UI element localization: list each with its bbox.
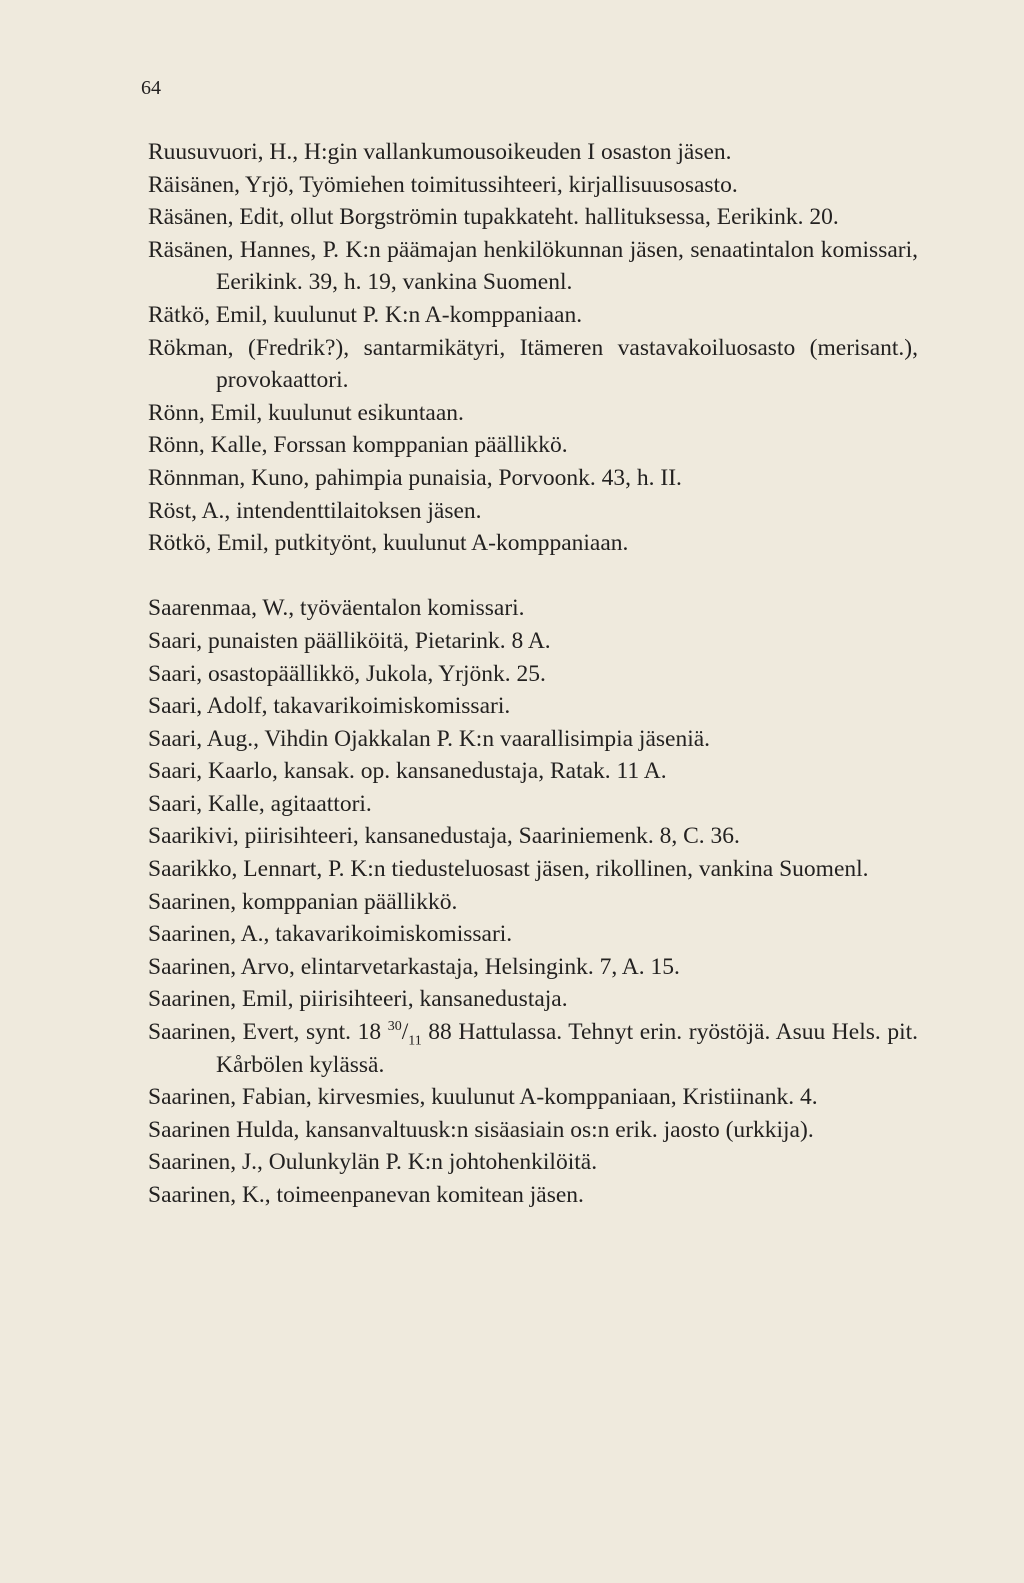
fraction-numerator: 30 — [387, 1019, 402, 1035]
index-entry: Saarinen Hulda, kansanvaltuusk:n sisäasiain os:n erik. jaosto (urkkija). — [148, 1116, 814, 1143]
index-entry: Rönnman, Kuno, pahimpia punaisia, Porvoonk. 43, h. II. — [148, 464, 682, 491]
index-entry: Saari, osastopäällikkö, Jukola, Yrjönk. 25. — [148, 660, 546, 687]
index-entry: Saarinen, K., toimeenpanevan komitean jäsen. — [148, 1182, 584, 1208]
index-entry: Räsänen, Hannes, P. K:n päämajan henkilökunnan jäsen, senaatintalon komissari, Eerikink. 39, h. 19, vankina Suomenl. — [148, 236, 918, 296]
index-entry-evert — [148, 1016, 918, 1081]
index-entry: Räsänen, Edit, ollut Borgströmin tupakkateht. hallituksessa, Eerikink. 20. — [148, 204, 839, 231]
index-entry: Ruusuvuori, H., H:gin vallankumousoikeuden I osaston jäsen. — [148, 139, 732, 165]
index-entry: Saari, Adolf, takavarikoimiskomissari. — [148, 693, 511, 720]
date-fraction — [387, 1019, 422, 1049]
index-entry: Saarinen, Arvo, elintarvetarkastaja, Helsingink. 7, A. 15. — [148, 953, 680, 980]
index-entry: Saari, punaisten päälliköitä, Pietarink. 8 A. — [148, 627, 551, 654]
fraction-slash: / — [401, 1019, 409, 1046]
fraction-denominator: 11 — [408, 1033, 422, 1049]
index-entry: Saarinen, J., Oulunkylän P. K:n johtohenkilöitä. — [148, 1149, 598, 1176]
page-number: 64 — [141, 77, 161, 99]
index-entries — [148, 136, 918, 1212]
index-entry: Saarinen, Emil, piirisihteeri, kansanedustaja. — [148, 986, 568, 1013]
index-entry: Saarinen, A., takavarikoimiskomissari. — [148, 921, 513, 948]
index-entry: Rönn, Kalle, Forssan komppanian päällikkö. — [148, 432, 568, 459]
entry-text: Saarinen, Evert, synt. 18 — [148, 1019, 388, 1046]
index-entry: Saarenmaa, W., työväentalon komissari. — [148, 595, 525, 622]
section-gap — [148, 560, 918, 593]
index-entry: Saarinen, Fabian, kirvesmies, kuulunut A-komppaniaan, Kristiinank. 4. — [148, 1084, 818, 1111]
index-entry: Saarinen, komppanian päällikkö. — [148, 888, 458, 915]
entry-text: 88 Hattulassa. Tehnyt erin. ryöstöjä. Asuu Hels. pit. Kårbölen kylässä. — [216, 1019, 919, 1078]
index-entry: Rätkö, Emil, kuulunut P. K:n A-komppaniaan. — [148, 301, 583, 328]
index-entry: Saari, Kalle, agitaattori. — [148, 790, 372, 817]
index-entry: Rötkö, Emil, putkityönt, kuulunut A-komppaniaan. — [148, 530, 629, 557]
index-entry: Saari, Aug., Vihdin Ojakkalan P. K:n vaarallisimpia jäseniä. — [148, 725, 711, 752]
index-entry: Rökman, (Fredrik?), santarmikätyri, Itämeren vastavakoiluosasto (merisant.), provokaattori. — [148, 334, 918, 394]
index-entry: Saarikivi, piirisihteeri, kansanedustaja, Saariniemenk. 8, C. 36. — [148, 823, 740, 850]
index-entry: Räisänen, Yrjö, Työmiehen toimitussihteeri, kirjallisuusosasto. — [148, 171, 738, 198]
index-entry: Saarikko, Lennart, P. K:n tiedusteluosast jäsen, rikollinen, vankina Suomenl. — [148, 856, 869, 883]
index-entry: Saari, Kaarlo, kansak. op. kansanedustaja, Ratak. 11 A. — [148, 758, 667, 785]
index-entry: Rönn, Emil, kuulunut esikuntaan. — [148, 399, 464, 426]
index-entry: Röst, A., intendenttilaitoksen jäsen. — [148, 497, 482, 524]
